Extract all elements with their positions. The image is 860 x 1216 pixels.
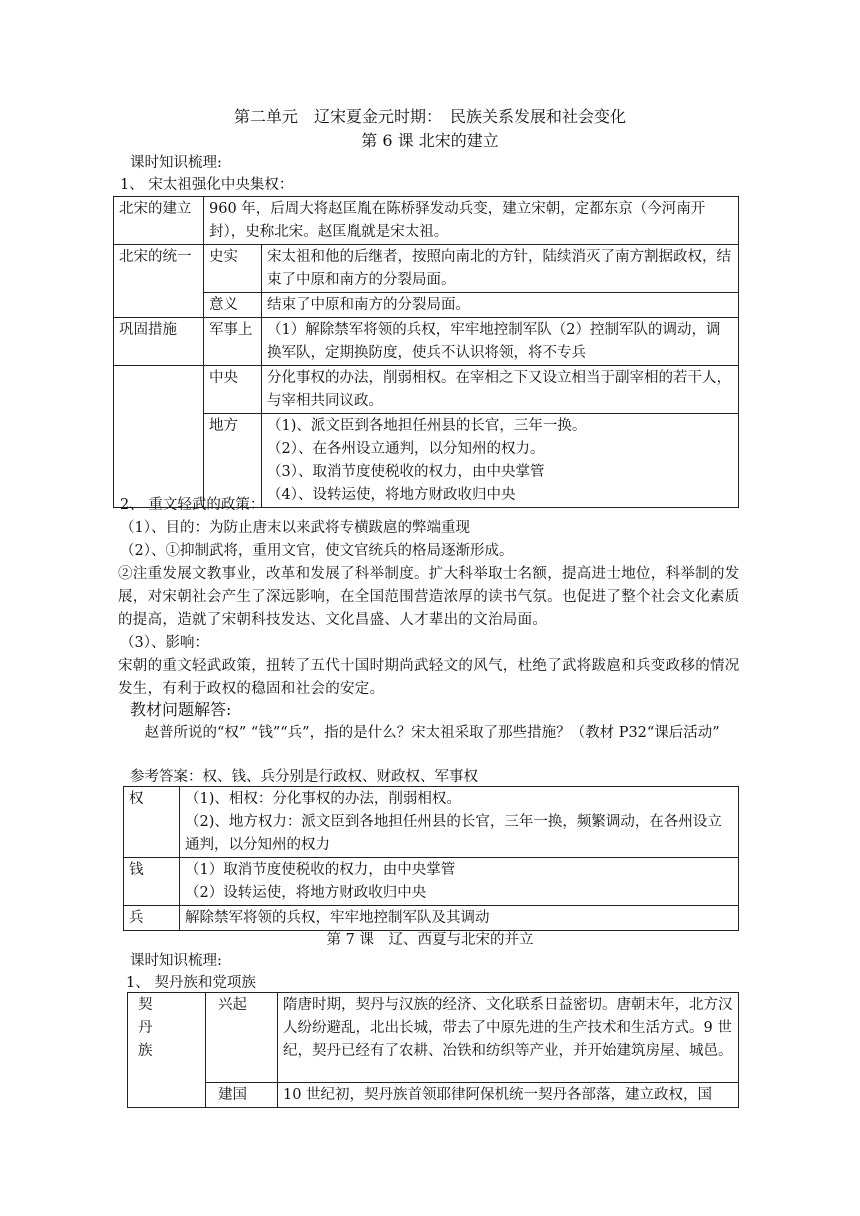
measure-line: （2）、在各州设立通判，以分知州的权力。: [267, 441, 545, 457]
table-cell: 960 年，后周大将赵匡胤在陈桥驿发动兵变，建立宋朝，定都东京（今河南开封），史称北宋。赵匡胤就是宋太祖。: [204, 197, 739, 245]
table-cell: [180, 858, 739, 906]
table-cell: 分化事权的办法，削弱相权。在宰相之下又设立相当于副宰相的若干人，与宰相共同议政。: [262, 366, 739, 414]
table-row: [128, 1083, 739, 1108]
measure-line: （4）、设转运使，将地方财政收归中央: [267, 487, 516, 503]
table-cell: 北宋的建立: [114, 197, 204, 245]
paragraph-education: ②注重发展文教事业，改革和发展了科举制度。扩大科举取士名额，提高进士地位，科举制的发展，对宋朝社会产生了深远影响，在全国范围营造浓厚的读书气氛。也促进了整个社会文化素质的提高，造就了宋朝科技发达、文化昌盛、人才辈出的文治局面。: [118, 566, 740, 628]
subheading-centralization: 1、 宋太祖强化中央集权：: [120, 177, 294, 193]
table-cell: 军事上: [204, 318, 262, 366]
khitan-char: 丹: [138, 1020, 153, 1036]
table-quan-qian-bing: [123, 786, 739, 931]
section-heading-knowledge: 课时知识梳理:: [130, 155, 222, 171]
table-row: [114, 245, 739, 293]
table-cell: 中央: [204, 366, 262, 414]
table-cell: 解除禁军将领的兵权，牢牢地控制军队及其调动: [180, 906, 739, 931]
table-row: [124, 858, 739, 906]
subheading-khitan-dangxiang: 1、 契丹族和党项族: [126, 975, 256, 991]
table-cell: 地方: [204, 414, 262, 508]
table-cell: 宋太祖和他的后继者，按照向南北的方针，陆续消灭了南方割据政权，结束了中原和南方的分裂局面。: [262, 245, 739, 293]
table-cell: 结束了中原和南方的分裂局面。: [262, 293, 739, 318]
lesson-7-title: 第 7 课 辽、西夏与北宋的并立: [326, 932, 534, 948]
table-cell: 钱: [124, 858, 180, 906]
paragraph-impact: 宋朝的重文轻武政策，扭转了五代十国时期尚武轻文的风气，杜绝了武将跋扈和兵变政移的情况发生，有利于政权的稳固和社会的安定。: [118, 658, 740, 697]
answer-line: （2)、地方权力：派文臣到各地担任州县的长官，三年一换，频繁调动，在各州设立通判，以分知州的权力: [185, 814, 722, 853]
table-cell: 隋唐时期，契丹与汉族的经济、文化联系日益密切。唐朝末年，北方汉人纷纷避乱，北出长城，带去了中原先进的生产技术和生活方式。9 世纪，契丹已经有了农耕、冶铁和纺织等产业，并开始建筑房屋、城邑。: [278, 993, 739, 1083]
table-cell: [180, 787, 739, 858]
table-row: [114, 293, 739, 318]
khitan-char: 契: [138, 997, 153, 1013]
answer-text: 参考答案：权、钱、兵分别是行政权、财政权、军事权: [130, 769, 478, 785]
table-khitan: [127, 992, 739, 1108]
table-cell: 10 世纪初，契丹族首领耶律阿保机统一契丹各部落，建立政权，国: [278, 1083, 739, 1108]
table-cell: 史实: [204, 245, 262, 293]
answer-line: （1)、相权：分化事权的办法，削弱相权。: [185, 791, 461, 807]
unit-title: 第二单元 辽宋夏金元时期： 民族关系发展和社会变化: [233, 107, 626, 126]
table-row: [114, 318, 739, 366]
table-row: [114, 197, 739, 245]
table-row: [124, 787, 739, 858]
paragraph-impact-label: （3）、影响：: [120, 635, 209, 651]
paragraph-measures: （2）、①抑制武将，重用文官，使文官统兵的格局逐渐形成。: [120, 543, 514, 559]
table-cell: （1）解除禁军将领的兵权，牢牢地控制军队（2）控制军队的调动，调换军队，定期换防度，使兵不认识将领，将不专兵: [262, 318, 739, 366]
question-text: 赵普所说的“权” “钱”“兵”，指的是什么？宋太祖采取了那些措施？（教材 P32“课后活动”: [130, 725, 720, 741]
answer-line: （2）设转运使，将地方财政收归中央: [185, 885, 427, 901]
table-cell: 兴起: [206, 993, 278, 1083]
section-heading-qa: 教材问题解答:: [130, 700, 232, 719]
khitan-char: 族: [138, 1043, 153, 1059]
subheading-civil-policy: 2、 重文轻武的政策：: [120, 497, 265, 513]
table-song-founding: [113, 196, 739, 508]
section-heading-knowledge-2: 课时知识梳理:: [130, 953, 222, 969]
table-row: [128, 993, 739, 1083]
table-cell: 兵: [124, 906, 180, 931]
table-cell: 北宋的统一: [114, 245, 204, 318]
table-cell: 建国: [206, 1083, 278, 1108]
table-cell: 巩固措施: [114, 318, 204, 366]
paragraph-purpose: （1）、目的：为防止唐末以来武将专横跋扈的弊端重现: [120, 520, 470, 536]
measure-line: （3）、取消节度使税收的权力，由中央掌管: [267, 464, 545, 480]
table-cell: [128, 993, 206, 1108]
measure-line: （1)、派文臣到各地担任州县的长官，三年一换。: [267, 418, 587, 434]
answer-line: （1）取消节度使税收的权力，由中央掌管: [185, 862, 456, 878]
table-row: [114, 366, 739, 414]
table-cell: [114, 366, 204, 508]
table-cell: 意义: [204, 293, 262, 318]
table-cell: 权: [124, 787, 180, 858]
table-row: [124, 906, 739, 931]
lesson-6-title: 第 6 课 北宋的建立: [361, 131, 499, 150]
